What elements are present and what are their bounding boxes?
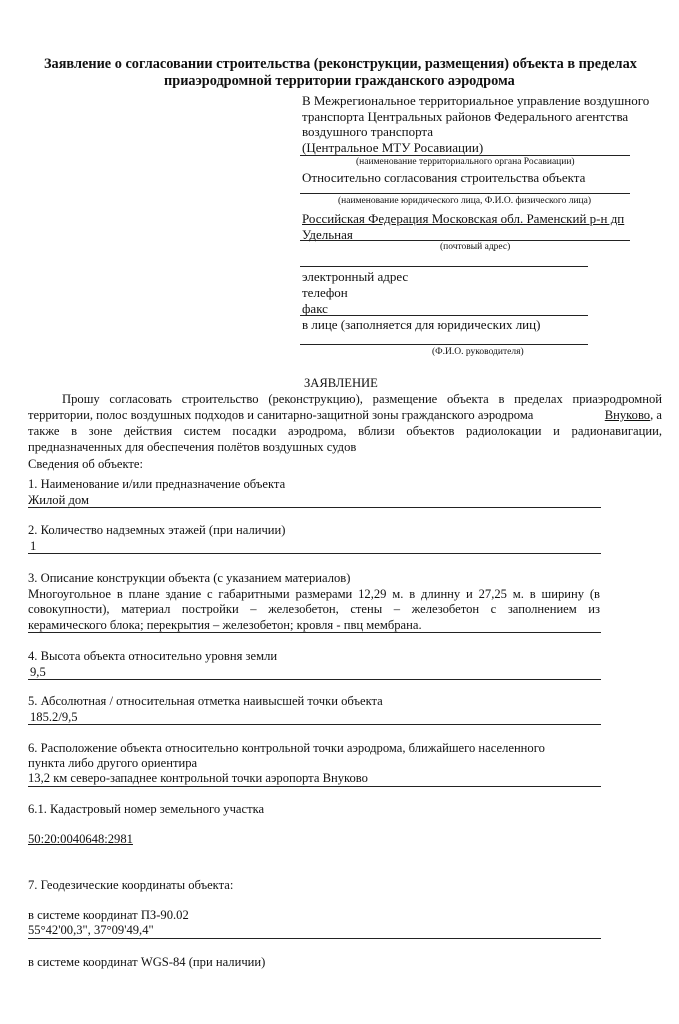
section-6-label-line-2: пункта либо другого ориентира — [28, 756, 198, 770]
section-3-line-2: совокупности), материал постройки – железобетон, стены – железобетон с заполнением из — [28, 602, 600, 616]
section-7-label: 7. Геодезические координаты объекта: — [28, 878, 234, 892]
fax-underline — [300, 315, 588, 316]
blank-line — [300, 266, 588, 267]
statement-line-2-suffix: , а — [650, 408, 662, 422]
section-4-label: 4. Высота объекта относительно уровня земли — [28, 649, 278, 663]
recipient-line-1: В Межрегиональное территориальное управление воздушного — [302, 93, 650, 108]
section-4-value: 9,5 — [30, 665, 46, 679]
postal-address-line-1: Российская Федерация Московская обл. Раменский р-н дп — [302, 211, 625, 226]
section-5-value: 185.2/9,5 — [30, 710, 78, 724]
document-title-line-1: Заявление о согласовании строительства (реконструкции, размещения) объекта в пределах — [44, 56, 637, 72]
section-3-line-3: керамического блока; перекрытия – железобетон; кровля - пвц мембрана. — [28, 618, 422, 632]
section-5-label: 5. Абсолютная / относительная отметка наивысшей точки объекта — [28, 694, 383, 708]
recipient-underline — [300, 155, 630, 156]
head-caption: (Ф.И.О. руководителя) — [432, 347, 524, 357]
head-underline — [300, 344, 588, 345]
section-1-underline — [28, 507, 601, 508]
statement-heading: ЗАЯВЛЕНИЕ — [304, 376, 378, 390]
postal-address-caption: (почтовый адрес) — [440, 242, 511, 252]
statement-paragraph-line-2 — [28, 409, 662, 422]
representative-label: в лице (заполняется для юридических лиц) — [302, 317, 541, 332]
recipient-line-4: (Центральное МТУ Росавиации) — [302, 140, 484, 155]
section-2-value: 1 — [30, 539, 37, 553]
pz90-underline — [28, 938, 601, 939]
applicant-name-caption: (наименование юридического лица, Ф.И.О. физического лица) — [338, 196, 591, 206]
object-info-heading: Сведения об объекте: — [28, 457, 144, 471]
section-3-underline — [28, 632, 601, 633]
recipient-line-3: воздушного транспорта — [302, 124, 434, 139]
subject-line: Относительно согласования строительства объекта — [302, 170, 586, 185]
section-3-label: 3. Описание конструкции объекта (с указанием материалов) — [28, 571, 351, 585]
pz90-label: в системе координат ПЗ-90.02 — [28, 908, 189, 922]
fax-label: факс — [302, 301, 328, 316]
section-4-underline — [28, 679, 601, 680]
airport-name-value: Внуково — [604, 408, 651, 422]
statement-line-2-text: территории, полос воздушных подходов и санитарно-защитной зоны гражданского аэродрома — [28, 408, 534, 422]
section-6-label-line-1: 6. Расположение объекта относительно контрольной точки аэродрома, ближайшего населенного — [28, 741, 545, 755]
phone-label: телефон — [302, 285, 348, 300]
email-label: электронный адрес — [302, 269, 409, 284]
section-1-label: 1. Наименование и/или предназначение объекта — [28, 477, 286, 491]
section-2-underline — [28, 553, 601, 554]
postal-address-line-2: Удельная — [302, 227, 353, 242]
recipient-caption: (наименование территориального органа Росавиации) — [356, 157, 575, 167]
section-5-underline — [28, 724, 601, 725]
section-3-line-1: Многоугольное в плане здание с габаритными размерами 12,29 м. в длинну и 27,25 м. в ширину (в — [28, 587, 600, 601]
pz90-coordinates: 55°42'00,3", 37°09'49,4" — [28, 923, 154, 937]
section-6-1-label: 6.1. Кадастровый номер земельного участка — [28, 802, 265, 816]
section-1-value: Жилой дом — [28, 493, 89, 507]
airport-name — [605, 409, 662, 422]
statement-paragraph-line-3: также в зоне действия систем посадки аэродрома, вблизи объектов радиолокации и радионавигации, — [28, 424, 662, 438]
postal-address-underline — [300, 240, 630, 241]
section-6-underline — [28, 786, 601, 787]
wgs84-label: в системе координат WGS-84 (при наличии) — [28, 955, 266, 969]
statement-paragraph-line-1: Прошу согласовать строительство (реконструкцию), размещение объекта в пределах приаэродромной — [62, 392, 662, 406]
cadastral-number: 50:20:0040648:2981 — [28, 832, 133, 846]
section-2-label: 2. Количество надземных этажей (при наличии) — [28, 523, 286, 537]
applicant-name-underline — [300, 193, 630, 194]
document-title-line-2: приаэродромной территории гражданского аэродрома — [164, 73, 515, 89]
statement-paragraph-line-4: предназначенных для обеспечения полётов воздушных судов — [28, 440, 357, 454]
section-6-value: 13,2 км северо-западнее контрольной точки аэропорта Внуково — [28, 771, 368, 785]
recipient-line-2: транспорта Центральных районов Федерального агентства — [302, 109, 629, 124]
